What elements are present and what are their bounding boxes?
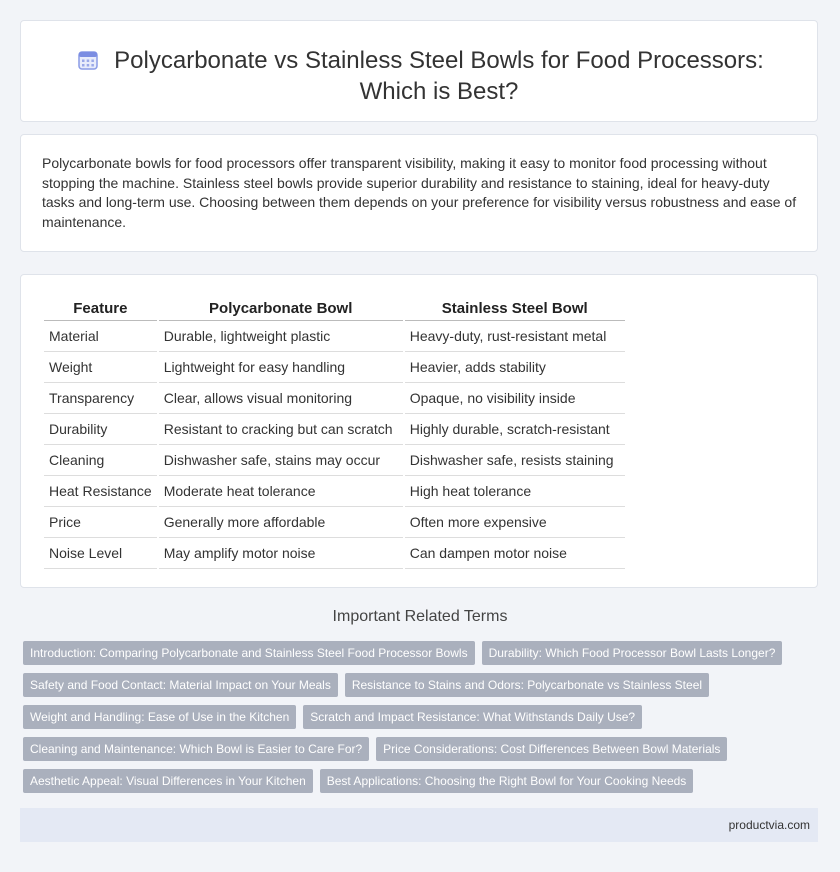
column-header: Polycarbonate Bowl: [159, 296, 403, 321]
table-row: [44, 538, 625, 569]
table-cell: Material: [44, 321, 157, 352]
table-cell: Noise Level: [44, 538, 157, 569]
table-cell: Durable, lightweight plastic: [159, 321, 403, 352]
table-cell: Heavier, adds stability: [405, 352, 625, 383]
table-cell: Heavy-duty, rust-resistant metal: [405, 321, 625, 352]
footer: [20, 808, 818, 842]
table-row: [44, 507, 625, 538]
comparison-table: [42, 296, 627, 569]
column-header: Stainless Steel Bowl: [405, 296, 625, 321]
related-term-link[interactable]: Best Applications: Choosing the Right Bowl for Your Cooking Needs: [320, 769, 694, 793]
table-cell: Durability: [44, 414, 157, 445]
related-term-link[interactable]: Weight and Handling: Ease of Use in the Kitchen: [23, 705, 296, 729]
related-term-link[interactable]: Price Considerations: Cost Differences Between Bowl Materials: [376, 737, 727, 761]
table-row: [44, 476, 625, 507]
table-cell: Dishwasher safe, resists staining: [405, 445, 625, 476]
comparison-table-card: [20, 274, 818, 588]
table-cell: Resistant to cracking but can scratch: [159, 414, 403, 445]
table-cell: Can dampen motor noise: [405, 538, 625, 569]
table-cell: Lightweight for easy handling: [159, 352, 403, 383]
related-term-link[interactable]: Resistance to Stains and Odors: Polycarbonate vs Stainless Steel: [345, 673, 709, 697]
table-cell: Generally more affordable: [159, 507, 403, 538]
table-cell: High heat tolerance: [405, 476, 625, 507]
table-cell: Moderate heat tolerance: [159, 476, 403, 507]
title-card: [20, 20, 818, 122]
related-term-link[interactable]: Introduction: Comparing Polycarbonate and Stainless Steel Food Processor Bowls: [23, 641, 475, 665]
table-cell: Cleaning: [44, 445, 157, 476]
table-row: [44, 383, 625, 414]
intro-card: [20, 134, 818, 252]
table-cell: Highly durable, scratch-resistant: [405, 414, 625, 445]
table-cell: Heat Resistance: [44, 476, 157, 507]
related-term-link[interactable]: Cleaning and Maintenance: Which Bowl is Easier to Care For?: [23, 737, 369, 761]
table-cell: Transparency: [44, 383, 157, 414]
table-header-row: [44, 296, 625, 321]
table-cell: Clear, allows visual monitoring: [159, 383, 403, 414]
footer-site-link[interactable]: productvia.com: [728, 818, 810, 832]
table-cell: May amplify motor noise: [159, 538, 403, 569]
column-header: Feature: [44, 296, 157, 321]
intro-paragraph: Polycarbonate bowls for food processors offer transparent visibility, making it easy to monitor food processing without stopping the machine. Stainless steel bowls provide superior durability and resistance to staining, ideal for heavy-duty tasks and long-term use. Choosing between them depends on your preference for visibility versus robustness and ease of maintenance.: [42, 155, 797, 230]
table-cell: Opaque, no visibility inside: [405, 383, 625, 414]
related-terms-list: [23, 641, 813, 793]
table-row: [44, 352, 625, 383]
table-cell: Dishwasher safe, stains may occur: [159, 445, 403, 476]
related-term-link[interactable]: Durability: Which Food Processor Bowl Lasts Longer?: [482, 641, 783, 665]
related-term-link[interactable]: Scratch and Impact Resistance: What Withstands Daily Use?: [303, 705, 642, 729]
related-term-link[interactable]: Safety and Food Contact: Material Impact on Your Meals: [23, 673, 338, 697]
related-term-link[interactable]: Aesthetic Appeal: Visual Differences in Your Kitchen: [23, 769, 313, 793]
related-terms-heading: Important Related Terms: [332, 608, 508, 625]
page-title: Polycarbonate vs Stainless Steel Bowls for Food Processors: Which is Best?: [114, 47, 764, 105]
table-row: [44, 445, 625, 476]
table-cell: Weight: [44, 352, 157, 383]
table-row: [44, 414, 625, 445]
table-row: [44, 321, 625, 352]
table-cell: Often more expensive: [405, 507, 625, 538]
table-cell: Price: [44, 507, 157, 538]
